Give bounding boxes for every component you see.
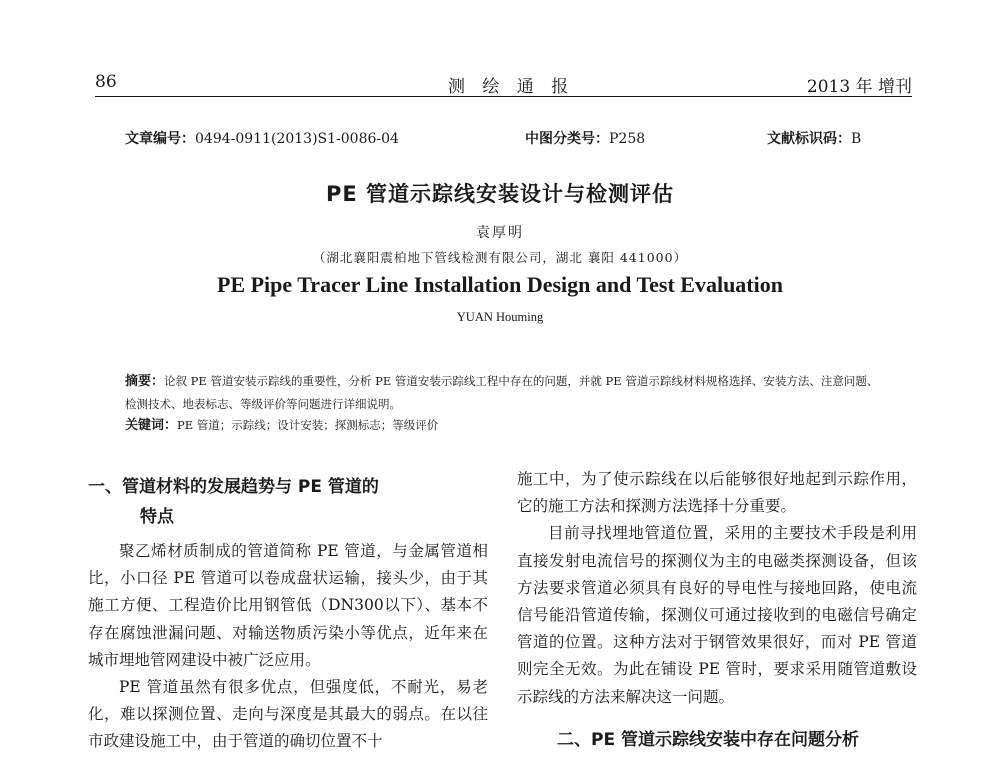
title-english: PE Pipe Tracer Line Installation Design and Test Evaluation [217, 272, 783, 297]
header-rule [95, 96, 912, 97]
abstract [125, 370, 885, 415]
section-heading-1 [88, 472, 488, 532]
paragraph: 目前寻找埋地管道位置，采用的主要技术手段是利用直接发射电流信号的探测仪为主的电磁类探测设备，但该方法要求管道必须具有良好的导电性与接地回路，使电流信号能沿管道传输，探测仪可通过接收到的电磁信号确定管道的位置。这种方法对于钢管效果很好，而对 PE 管道则完全无效。为此在铺设 PE 管时，要求采用随管道敷设示踪线的方法来解决这一问题。 [517, 524, 917, 706]
keywords-label: 关键词： [125, 418, 178, 433]
section-heading-1-line2: 特点 [140, 507, 174, 527]
abstract-text: 论叙 PE 管道安装示踪线的重要性，分析 PE 管道安装示踪线工程中存在的问题，并就 PE 管道示踪线材料规格选择、安装方法、注意问题、检测技术、地表标志、等级评价等问题进行详细说明。 [125, 374, 879, 411]
paragraph: 施工中，为了使示踪线在以后能够很好地起到示踪作用，它的施工方法和探测方法选择十分重要。 [517, 470, 917, 516]
journal-name: 测 绘 通 报 [448, 77, 575, 97]
paragraph: PE 管道虽然有很多优点，但强度低，不耐光，易老化，难以探测位置、走向与深度是其最大的弱点。在以往市政建设施工中，由于管道的确切位置不十 [88, 678, 488, 751]
author-chinese: 袁厚明 [476, 225, 524, 241]
section-heading-2: 二、PE 管道示踪线安装中存在问题分析 [557, 729, 859, 750]
issue-label: 2013 年 增刊 [806, 77, 912, 97]
right-column [517, 466, 917, 755]
clc-number [525, 128, 645, 148]
clc-number-value: P258 [609, 131, 646, 147]
abstract-label: 摘要： [125, 374, 165, 389]
title-chinese: PE 管道示踪线安装设计与检测评估 [325, 182, 675, 206]
clc-number-label: 中图分类号： [525, 131, 609, 147]
document-code-label: 文献标识码： [767, 131, 851, 147]
document-code [767, 128, 861, 148]
document-code-value: B [851, 131, 862, 147]
left-column [88, 472, 488, 756]
section-heading-1-line1: 一、管道材料的发展趋势与 PE 管道的 [88, 477, 379, 497]
keywords [125, 414, 885, 437]
article-number-label: 文章编号： [125, 131, 195, 147]
affiliation: （湖北襄阳震柏地下管线检测有限公司，湖北 襄阳 441000） [312, 250, 688, 265]
article-number [125, 128, 399, 148]
paragraph: 聚乙烯材质制成的管道简称 PE 管道，与金属管道相比，小口径 PE 管道可以卷成盘状运输，接头少，由于其施工方便、工程造价比用钢管低（DN300以下）、基本不存在腐蚀泄漏问题、对输送物质污染小等优点，近年来在城市埋地管网建设中被广泛应用。 [88, 542, 488, 669]
author-english: YUAN Houming [456, 310, 544, 324]
article-number-value: 0494-0911(2013)S1-0086-04 [195, 131, 399, 147]
page-number: 86 [95, 72, 117, 92]
keywords-text: PE 管道；示踪线；设计安装；探测标志；等级评价 [177, 418, 439, 432]
